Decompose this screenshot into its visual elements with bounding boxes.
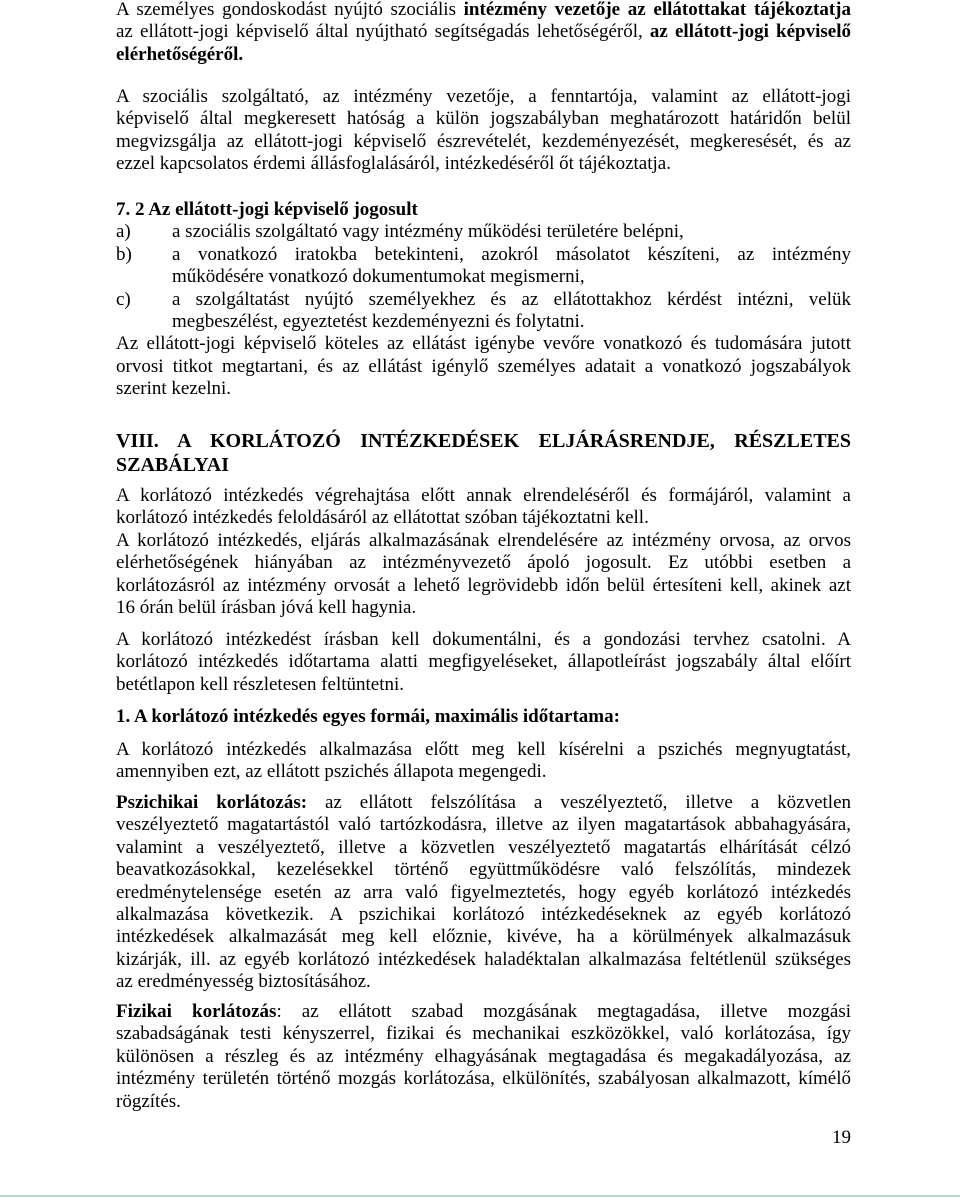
text-line: beavatkozásokkal, kezelésekkel történő együttműködésre való felszólítás, mindezek (116, 859, 851, 881)
text-line (116, 1001, 851, 1023)
text-line: A korlátozó intézkedés, eljárás alkalmazásának elrendelésére az intézmény orvosa, az orvos (116, 529, 851, 551)
text-line: különösen a részleg és az intézmény elhagyásának megtagadása és megakadályozása, az (116, 1045, 851, 1067)
bold-text-run: elérhetőségéről. (116, 43, 244, 65)
list-item (116, 221, 851, 243)
text-line: 16 órán belül írásban jóvá kell hagynia. (116, 596, 417, 618)
list-item-label: c) (116, 288, 131, 310)
restriction-info-paragraphs (116, 485, 851, 619)
text-line: korlátozásról az intézmény orvosát a lehető legrövidebb időn belül értesíteni kell, akinek azt (116, 574, 851, 596)
bold-text-run: az ellátott-jogi képviselő (649, 21, 851, 43)
text-line: A korlátozó intézkedést írásban kell dokumentálni, és a gondozási tervhez csatolni. A (116, 629, 851, 650)
text-run: az ellátott felszólítása a veszélyeztető, illetve a közvetlen (325, 792, 851, 813)
text-line: intézmény területén történő mozgás korlátozása, elkülönítés, szabályosan alkalmazott, kímélő (116, 1068, 851, 1090)
section-7-2 (116, 199, 851, 401)
text-line (116, 0, 851, 21)
text-line: alkalmazása következik. A pszichikai korlátozó intézkedéseknek az egyéb korlátozó (116, 903, 851, 925)
calming-paragraph (116, 739, 851, 784)
text-line: elérhetőségének hiányában az intézményvezető ápoló jogosult. Ez utóbbi esetben a (116, 552, 851, 574)
text-line: amennyiben ezt, az ellátott pszichés állapota megengedi. (116, 761, 547, 783)
text-run: : az ellátott szabad mozgásának megtagadása, illetve mozgási (276, 1001, 851, 1022)
list-item-label: a) (116, 221, 131, 243)
text-line: betétlapon kell részletesen feltüntetni. (116, 673, 405, 695)
list-item-text: megbeszélést, egyeztetést kezdeményezni és folytatni. (172, 310, 585, 332)
list-item-text: a vonatkozó iratokba betekinteni, azokról másolatot készíteni, az intézmény (172, 243, 851, 265)
heading-line: SZABÁLYAI (116, 454, 230, 476)
text-run: A személyes gondoskodást nyújtó szociális (116, 0, 456, 20)
list-item-label: b) (116, 243, 132, 265)
text-line: korlátozó intézkedés feloldásáról az ellátottat szóban tájékoztatni kell. (116, 507, 649, 529)
chapter-heading (116, 429, 851, 477)
text-line: Az ellátott-jogi képviselő köteles az ellátást igénybe vevőre vonatkozó és tudomására jutott (116, 333, 851, 355)
text-line: A szociális szolgáltató, az intézmény vezetője, a fenntartója, valamint az ellátott-jogi (116, 86, 851, 107)
intro-paragraph (116, 0, 851, 66)
text-line: eredménytelensége esetén az arra való figyelmeztetés, hogy egyéb korlátozó intézkedés (116, 881, 851, 903)
bold-term: Fizikai korlátozás (116, 1001, 277, 1022)
list-item (116, 244, 851, 289)
list-item (116, 289, 851, 334)
page-divider (0, 1195, 960, 1197)
text-line (116, 792, 851, 814)
text-line: 1. A korlátozó intézkedés egyes formái, maximális időtartama: (116, 706, 620, 727)
text-line: rögzítés. (116, 1090, 181, 1112)
text-line: ezzel kapcsolatos érdemi állásfoglalásáról, intézkedéséről őt tájékoztatja. (116, 153, 671, 175)
text-line: intézkedések alkalmazását meg kell előznie, kivéve, ha a körülmények alkalmazásuk (116, 926, 851, 948)
subsection-heading (116, 706, 851, 728)
page-number: 19 (832, 1127, 851, 1148)
text-line: A korlátozó intézkedés végrehajtása előtt annak elrendeléséről és formájáról, valamint a (116, 485, 851, 506)
review-paragraph (116, 86, 851, 176)
text-line: kizárják, ill. az egyéb korlátozó intézkedések haladéktalan alkalmazása feltétlenül szükséges (116, 948, 851, 970)
section-heading: 7. 2 Az ellátott-jogi képviselő jogosult (116, 199, 418, 220)
info-paragraph (116, 485, 851, 530)
text-line: valamint a veszélyeztető, illetve a közvetlen veszélyeztető magatartás elhárítását célzó (116, 836, 851, 858)
text-line (116, 44, 851, 66)
authority-paragraph (116, 530, 851, 620)
list-item-text: a szociális szolgáltató vagy intézmény működési területére belépni, (172, 221, 684, 243)
text-line: veszélyeztető magatartástól való tartózkodásra, illetve az ilyen magatartások abbahagyására, (116, 814, 851, 836)
list-item-text: működésére vonatkozó dokumentumokat megismerni, (172, 266, 585, 288)
psychological-restriction-paragraph (116, 792, 851, 994)
text-line: orvosi titkot megtartani, és az ellátást igénylő személyes adatait a vonatkozó jogszabályok (116, 355, 851, 377)
text-line: korlátozó intézkedés időtartama alatti megfigyeléseket, állapotleírást jogszabály által előírt (116, 651, 851, 673)
heading-line: VIII. A KORLÁTOZÓ INTÉZKEDÉSEK ELJÁRÁSRENDJE, RÉSZLETES (116, 430, 851, 452)
text-line: képviselő által megkeresett hatóság a külön jogszabályban meghatározott határidőn belül (116, 108, 851, 130)
obligation-paragraph (116, 333, 851, 400)
text-run: az ellátott-jogi képviselő által nyújtható segítségadás lehetőségéről, (116, 21, 643, 43)
text-line: A korlátozó intézkedés alkalmazása előtt meg kell kísérelni a pszichés megnyugtatást, (116, 739, 851, 760)
list-item-text: a szolgáltatást nyújtó személyekhez és az ellátottakhoz kérdést intézni, velük (172, 288, 851, 310)
text-line: szerint kezelni. (116, 378, 232, 400)
documentation-paragraph (116, 629, 851, 696)
text-line: megvizsgálja az ellátott-jogi képviselő észrevételét, kezdeményezését, megkeresését, és az (116, 130, 851, 152)
text-line: szabadságának testi kényszerrel, fizikai és mechanikai eszközökkel, való korlátozása, így (116, 1023, 851, 1045)
bold-text-run: intézmény vezetője az ellátottakat tájékoztatja (463, 0, 852, 20)
bold-term: Pszichikai korlátozás: (116, 792, 308, 813)
text-line: az eredményesség biztosításához. (116, 971, 371, 993)
physical-restriction-paragraph (116, 1001, 851, 1113)
text-line (116, 21, 851, 43)
